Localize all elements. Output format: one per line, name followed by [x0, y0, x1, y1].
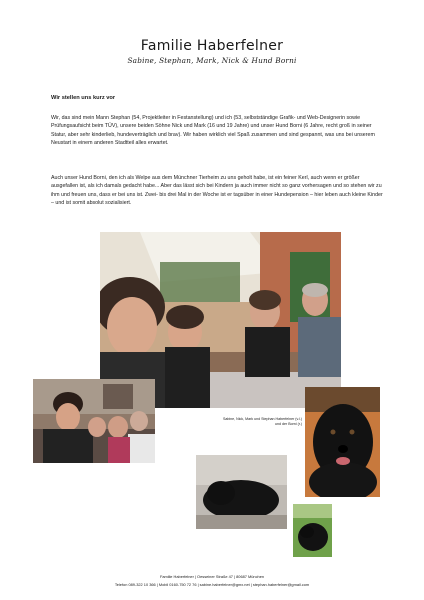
page-title: Familie Haberfelner	[140, 38, 284, 54]
dog-closeup-photo	[305, 387, 380, 497]
caption-line-1: Sabine, Nick, Mark und Stephan Haberfelner (v.l.)	[222, 417, 302, 421]
footer-address: Familie Haberfelner | Oesseiner Straße 47 | 80687 München	[159, 574, 265, 579]
intro-paragraph: Wir, das sind mein Mann Stephan (54, Projektleiter in Festanstellung) und ich (53, selbstständige Grafik- und Web-Designerin sowie Prüfungsaufsicht beim TÜV), unsere beiden Söhne Nick und Mark (16 und 19 Jahre) und unser Hund Borni (6 Jahre, recht groß in seiner Statur, aber sehr kinderlieb, hundeverträglich und brav). Wir haben wirklich viel Spaß zusammen und sind gespannt, was uns bei unserem Neustart in einem anderen Stadtteil alles erwartet.	[51, 115, 375, 146]
section-heading: Wir stellen uns kurz vor	[51, 95, 116, 101]
dog-sofa-photo	[196, 455, 287, 529]
photo-caption	[212, 417, 302, 427]
page-subtitle: Sabine, Stephan, Mark, Nick & Hund Borni	[127, 56, 297, 65]
footer-contact: Telefon 089-322 10 366 | Mobil 0160-750 72 76 | sabine.haberfelner@gmx.net | stephan.haberfelner@gmail.com	[114, 582, 310, 587]
dog-paragraph: Auch unser Hund Borni, den ich als Welpe aus dem Münchner Tierheim zu uns geholt habe, ist ein feiner Kerl, auch wenn er größer ausgefallen ist, als ich damals gedacht habe... Aber das lässt sich bei Kindern ja auch immer nicht so ganz vorhersagen und so stehen wir zu ihm und freuen uns, dass er bei uns ist. Zwei- bis drei Mal in der Woche ist er tagsüber in einer Hundepension – hier leben auch kleine Kinder – und ist somit absolut sozialisiert.	[51, 175, 383, 206]
dog-grass-photo	[293, 504, 332, 557]
family-sofa-photo	[33, 379, 155, 463]
caption-line-2: und der Borni (r.)	[275, 422, 302, 427]
